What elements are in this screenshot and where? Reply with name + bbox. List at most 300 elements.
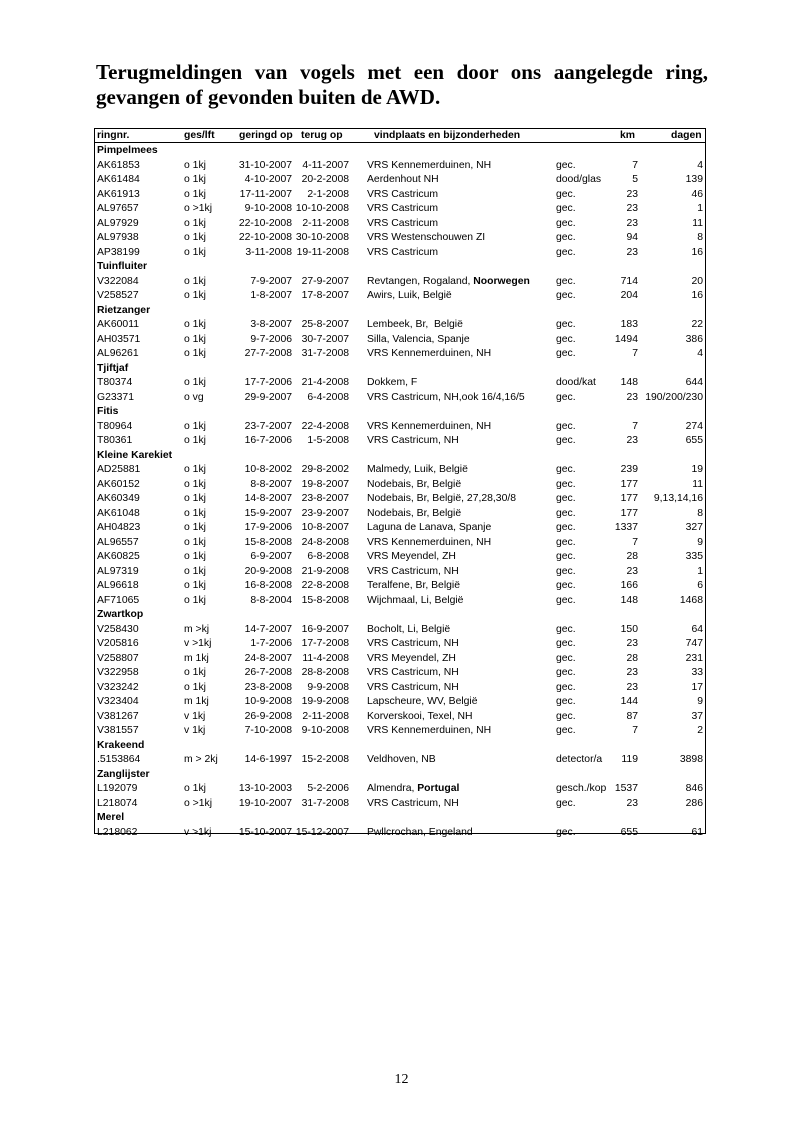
- ring-number: AK61048: [97, 507, 140, 519]
- location-text: VRS Castricum, NH: [367, 565, 459, 577]
- ring-number: AL96618: [97, 580, 139, 591]
- recovery-status: gec.: [556, 246, 576, 258]
- ring-number: T80361: [97, 435, 133, 446]
- table-row: [95, 710, 705, 725]
- recovery-date: 17-8-2007: [301, 290, 349, 301]
- location: [367, 420, 491, 435]
- days-elapsed: 16: [691, 290, 703, 301]
- distance-km: 23: [626, 217, 638, 229]
- ringed-date: 9-7-2006: [250, 333, 292, 345]
- location: [367, 536, 491, 551]
- recovery-date: 6-4-2008: [307, 391, 349, 403]
- species-label: Merel: [97, 812, 125, 823]
- distance-km: 94: [626, 232, 638, 243]
- distance-km: 204: [620, 290, 638, 301]
- recovery-status: gec.: [556, 391, 576, 403]
- sex-age: o 1kj: [184, 377, 206, 388]
- days-elapsed: 33: [691, 667, 703, 678]
- days-elapsed: 335: [685, 551, 703, 562]
- recovery-date: 4-11-2007: [302, 159, 349, 171]
- distance-km: 23: [626, 391, 638, 403]
- recovery-date: 6-8-2008: [307, 551, 349, 562]
- distance-km: 177: [620, 478, 638, 490]
- recovery-status: gec.: [556, 551, 576, 562]
- table-row: [95, 289, 705, 304]
- recovery-status: gec.: [556, 232, 576, 243]
- recovery-date: 9-10-2008: [301, 725, 349, 736]
- ringed-date: 1-8-2007: [250, 290, 292, 301]
- recovery-date: 5-2-2006: [307, 783, 349, 794]
- table-row: [95, 188, 705, 203]
- sex-age: o 1kj: [184, 565, 206, 577]
- sex-age: o 1kj: [184, 551, 206, 562]
- header-ringnr: ringnr.: [97, 130, 130, 141]
- table-row: [95, 826, 705, 841]
- days-elapsed: 8: [697, 507, 703, 519]
- location-text: Almendra,: [367, 783, 418, 794]
- location: [367, 318, 463, 333]
- distance-km: 87: [626, 710, 638, 722]
- days-elapsed: 46: [691, 188, 703, 200]
- location-text: Korverskooi, Texel, NH: [367, 710, 473, 722]
- location-text: VRS Castricum: [367, 188, 439, 200]
- table-row: [95, 173, 705, 188]
- location-text: Pwllcrochan, Engeland: [367, 826, 473, 838]
- sex-age: o vg: [184, 391, 204, 403]
- location-text: VRS Kennemerduinen, NH: [367, 725, 492, 736]
- distance-km: 183: [620, 319, 638, 330]
- distance-km: 28: [626, 652, 638, 664]
- location-text: Teralfene, Br, België: [367, 580, 460, 591]
- recovery-status: gec.: [556, 507, 576, 519]
- recovery-status: gec.: [556, 478, 576, 490]
- species-row: [95, 739, 705, 754]
- ringed-date: 10-9-2008: [244, 696, 292, 707]
- ringed-date: 15-9-2007: [244, 507, 292, 519]
- table-row: [95, 550, 705, 565]
- distance-km: 655: [620, 826, 638, 838]
- recovery-status: gec.: [556, 667, 576, 678]
- days-elapsed: 747: [685, 638, 703, 649]
- sex-age: v >1kj: [184, 638, 212, 649]
- location-text: VRS Castricum: [367, 217, 439, 229]
- location: [367, 695, 478, 710]
- location: [367, 246, 438, 261]
- table-row: [95, 507, 705, 522]
- table-row: [95, 681, 705, 696]
- recovery-date: 31-7-2008: [301, 348, 349, 359]
- page-number: 12: [394, 1072, 409, 1087]
- recovery-status: gec.: [556, 348, 576, 359]
- sex-age: o 1kj: [184, 348, 206, 359]
- recovery-status: gec.: [556, 435, 576, 446]
- location: [367, 289, 452, 304]
- location: [367, 333, 470, 348]
- table-row: [95, 217, 705, 232]
- ring-number: AL96557: [97, 536, 139, 548]
- location-text: Nodebais, Br, België, 27,28,30/8: [367, 493, 517, 504]
- location-text: VRS Castricum, NH: [367, 667, 459, 678]
- ring-number: V381267: [97, 710, 139, 722]
- sex-age: o 1kj: [184, 217, 206, 229]
- sex-age: o 1kj: [184, 493, 206, 504]
- location-text: VRS Kennemerduinen, NH: [367, 348, 492, 359]
- location: [367, 231, 485, 246]
- recovery-status: gec.: [556, 493, 576, 504]
- days-elapsed: 8: [697, 232, 703, 243]
- location: [367, 202, 438, 217]
- recovery-status: gec.: [556, 217, 576, 229]
- recovery-date: 20-2-2008: [301, 174, 349, 185]
- table-row: [95, 347, 705, 362]
- location-text: VRS Castricum, NH: [367, 638, 459, 649]
- location: [367, 623, 450, 638]
- recovery-status: gec.: [556, 594, 576, 606]
- distance-km: 119: [621, 754, 638, 765]
- table-row: [95, 536, 705, 551]
- species-row: [95, 811, 705, 826]
- days-elapsed: 4: [697, 159, 703, 171]
- ringed-date: 26-7-2008: [244, 667, 292, 678]
- sex-age: o 1kj: [184, 188, 206, 200]
- ring-number: V258527: [97, 290, 139, 301]
- days-elapsed: 1468: [679, 594, 703, 606]
- sex-age: v >1kj: [184, 826, 212, 838]
- recovery-status: gec.: [556, 696, 576, 707]
- ring-number: AK60152: [97, 478, 140, 490]
- ring-number: L218074: [97, 797, 138, 809]
- recovery-date: 1-5-2008: [307, 435, 349, 446]
- ringed-date: 8-8-2004: [250, 594, 292, 606]
- table-row: [95, 391, 705, 406]
- distance-km: 7: [632, 536, 638, 548]
- recovery-date: 10-10-2008: [295, 203, 349, 214]
- days-elapsed: 9,13,14,16: [653, 493, 703, 504]
- table-row: [95, 565, 705, 580]
- location: [367, 347, 491, 362]
- days-elapsed: 6: [697, 580, 703, 591]
- distance-km: 1537: [614, 783, 638, 794]
- recovery-date: 31-7-2008: [301, 797, 349, 809]
- days-elapsed: 16: [691, 246, 703, 258]
- table-row: [95, 652, 705, 667]
- recovery-date: 11-4-2008: [302, 652, 349, 664]
- ringed-date: 29-9-2007: [244, 391, 292, 403]
- location-text: VRS Westenschouwen ZI: [367, 232, 486, 243]
- location-text: VRS Castricum, NH: [367, 435, 459, 446]
- title-line-1: Terugmeldingen van vogels met een door ons aangelegde ring,: [96, 60, 708, 84]
- sex-age: o 1kj: [184, 232, 206, 243]
- days-elapsed: 4: [697, 348, 703, 359]
- species-label: Kleine Karekiet: [97, 449, 173, 461]
- location: [367, 173, 439, 188]
- species-row: [95, 362, 705, 377]
- sex-age: m 1kj: [184, 652, 209, 664]
- species-label: Tuinfluiter: [97, 261, 148, 272]
- table-row: [95, 231, 705, 246]
- ringed-date: 22-10-2008: [238, 217, 292, 229]
- recovery-date: 19-11-2008: [296, 246, 349, 258]
- ringed-date: 9-10-2008: [244, 203, 292, 214]
- ringed-date: 15-10-2007: [238, 826, 292, 838]
- days-elapsed: 9: [697, 696, 703, 707]
- distance-km: 7: [632, 725, 638, 736]
- ring-number: V322958: [97, 667, 139, 678]
- location: [367, 826, 473, 841]
- table-row: [95, 376, 705, 391]
- recovery-status: gec.: [556, 319, 576, 330]
- ring-number: V323404: [97, 696, 139, 707]
- species-label: Krakeend: [97, 739, 145, 751]
- days-elapsed: 139: [685, 174, 703, 185]
- ringed-date: 3-11-2008: [245, 246, 292, 258]
- distance-km: 1494: [614, 333, 638, 345]
- location-text: Silla, Valencia, Spanje: [367, 333, 470, 345]
- ringed-date: 17-7-2006: [244, 377, 292, 388]
- table-row: [95, 666, 705, 681]
- species-label: Zwartkop: [97, 609, 144, 620]
- ringed-date: 20-9-2008: [244, 565, 292, 577]
- table-row: [95, 521, 705, 536]
- ring-number: AL97319: [97, 565, 139, 577]
- location-text: VRS Kennemerduinen, NH: [367, 536, 492, 548]
- species-row: [95, 405, 705, 420]
- location: [367, 681, 459, 696]
- recovery-status: gec.: [556, 638, 576, 649]
- ring-number: V258807: [97, 652, 139, 664]
- ringed-date: 24-8-2007: [244, 652, 292, 664]
- species-row: [95, 260, 705, 275]
- distance-km: 23: [626, 203, 638, 214]
- recovery-date: 27-9-2007: [301, 275, 349, 287]
- sex-age: o 1kj: [184, 783, 206, 794]
- location-text: VRS Castricum, NH: [367, 797, 459, 809]
- location-text: Malmedy, Luik, België: [367, 464, 468, 475]
- ringed-date: 7-9-2007: [250, 275, 292, 287]
- sex-age: m > 2kj: [184, 754, 218, 765]
- ring-number: AF71065: [97, 594, 140, 606]
- location-text: VRS Kennemerduinen, NH: [367, 159, 492, 171]
- days-elapsed: 11: [692, 478, 703, 490]
- recovery-status: detector/a: [556, 754, 603, 765]
- ring-number: AK61484: [97, 174, 140, 185]
- location: [367, 594, 463, 609]
- ring-number: AL97929: [97, 217, 139, 229]
- ring-number: V381557: [97, 725, 139, 736]
- days-elapsed: 64: [691, 623, 703, 635]
- ring-number: AP38199: [97, 246, 140, 258]
- header-ges-lft: ges/lft: [184, 130, 215, 141]
- species-row: [95, 449, 705, 464]
- location-text: VRS Meyendel, ZH: [367, 551, 456, 562]
- recovery-status: gec.: [556, 522, 576, 533]
- location: [367, 652, 456, 667]
- table-row: [95, 579, 705, 594]
- location: [367, 434, 459, 449]
- recovery-status: gec.: [556, 710, 576, 722]
- header-dagen: dagen: [671, 130, 702, 141]
- table-row: [95, 159, 705, 174]
- days-elapsed: 61: [691, 826, 703, 838]
- location-text: Bocholt, Li, België: [367, 623, 451, 635]
- species-row: [95, 768, 705, 783]
- ringed-date: 31-10-2007: [238, 159, 292, 171]
- recovery-status: gec.: [556, 681, 576, 693]
- recovery-date: 15-2-2008: [301, 754, 349, 765]
- ring-number: AK60349: [97, 493, 140, 504]
- header-km: km: [620, 130, 636, 141]
- sex-age: o 1kj: [184, 681, 206, 693]
- days-elapsed: 20: [691, 275, 703, 287]
- recovery-status: gec.: [556, 652, 576, 664]
- recovery-status: gec.: [556, 464, 576, 475]
- sex-age: o 1kj: [184, 435, 206, 446]
- ringed-date: 14-6-1997: [244, 754, 292, 765]
- location-text: Lapscheure, WV, België: [367, 696, 478, 707]
- location-text: Veldhoven, NB: [367, 754, 436, 765]
- recovery-status: gec.: [556, 159, 576, 171]
- species-row: [95, 144, 705, 159]
- species-label: Rietzanger: [97, 304, 151, 316]
- recovery-status: gec.: [556, 333, 576, 345]
- ringed-date: 6-9-2007: [250, 551, 292, 562]
- distance-km: 177: [620, 507, 638, 519]
- table-row: [95, 724, 705, 739]
- location: [367, 521, 491, 536]
- ringed-date: 17-11-2007: [239, 188, 292, 200]
- recovery-status: gec.: [556, 580, 576, 591]
- ringed-date: 14-8-2007: [244, 493, 292, 504]
- sex-age: o 1kj: [184, 290, 206, 301]
- days-elapsed: 846: [685, 783, 703, 794]
- recovery-status: dood/glas: [556, 174, 602, 185]
- sex-age: o 1kj: [184, 333, 206, 345]
- ring-number: AD25881: [97, 464, 141, 475]
- ring-number: AL96261: [97, 348, 139, 359]
- sex-age: o 1kj: [184, 580, 206, 591]
- ring-number: AK60011: [97, 319, 139, 330]
- table-row: [95, 492, 705, 507]
- recoveries-table: [94, 128, 706, 838]
- recovery-date: 24-8-2008: [301, 536, 349, 548]
- distance-km: 144: [620, 696, 638, 707]
- distance-km: 177: [620, 493, 638, 504]
- page-title: [96, 60, 708, 110]
- days-elapsed: 655: [685, 435, 703, 446]
- location: [367, 159, 491, 174]
- recovery-status: gec.: [556, 623, 576, 635]
- days-elapsed: 190/200/230: [645, 391, 703, 403]
- recovery-date: 2-11-2008: [302, 217, 349, 229]
- distance-km: 23: [626, 435, 638, 446]
- distance-km: 7: [632, 348, 638, 359]
- sex-age: o 1kj: [184, 478, 206, 490]
- location: [367, 275, 530, 290]
- recovery-date: 29-8-2002: [301, 464, 349, 475]
- table-row: [95, 202, 705, 217]
- location-text: Aerdenhout NH: [367, 174, 439, 185]
- distance-km: 23: [626, 667, 638, 678]
- recovery-date: 9-9-2008: [307, 681, 349, 693]
- ringed-date: 17-9-2006: [244, 522, 292, 533]
- table-row: [95, 695, 705, 710]
- table-row: [95, 318, 705, 333]
- distance-km: 166: [620, 580, 638, 591]
- ringed-date: 8-8-2007: [250, 478, 292, 490]
- recovery-date: 25-8-2007: [301, 319, 349, 330]
- ringed-date: 26-9-2008: [244, 710, 292, 722]
- sex-age: o >1kj: [184, 203, 213, 214]
- distance-km: 28: [626, 551, 638, 562]
- recovery-status: gec.: [556, 420, 576, 432]
- distance-km: 714: [620, 275, 638, 287]
- ringed-date: 23-7-2007: [244, 420, 292, 432]
- header-terug-op: terug op: [301, 130, 343, 141]
- location: [367, 637, 459, 652]
- distance-km: 23: [626, 188, 638, 200]
- distance-km: 148: [620, 377, 638, 388]
- sex-age: o 1kj: [184, 536, 206, 548]
- table-row: [95, 637, 705, 652]
- sex-age: o 1kj: [184, 667, 206, 678]
- sex-age: v 1kj: [184, 710, 206, 722]
- ringed-date: 16-8-2008: [244, 580, 292, 591]
- sex-age: o 1kj: [184, 319, 206, 330]
- ring-number: AH04823: [97, 522, 141, 533]
- recovery-date: 28-8-2008: [301, 667, 349, 678]
- days-elapsed: 231: [685, 652, 703, 664]
- ring-number: AH03571: [97, 333, 141, 345]
- recovery-status: gec.: [556, 275, 576, 287]
- table-row: [95, 463, 705, 478]
- recovery-date: 30-7-2007: [301, 333, 349, 345]
- sex-age: m >kj: [184, 623, 210, 635]
- sex-age: m 1kj: [184, 696, 209, 707]
- days-elapsed: 37: [691, 710, 703, 722]
- ringed-date: 3-8-2007: [250, 319, 292, 330]
- recovery-date: 15-8-2008: [301, 594, 349, 606]
- days-elapsed: 644: [685, 377, 703, 388]
- days-elapsed: 386: [685, 333, 703, 345]
- sex-age: o 1kj: [184, 464, 206, 475]
- recovery-status: gec.: [556, 203, 576, 214]
- location: [367, 710, 472, 725]
- recovery-date: 15-12-2007: [295, 826, 349, 838]
- table-row: [95, 275, 705, 290]
- species-row: [95, 608, 705, 623]
- ringed-date: 14-7-2007: [244, 623, 292, 635]
- location-text: VRS Meyendel, ZH: [367, 652, 456, 664]
- location-country: Noorwegen: [473, 275, 530, 287]
- ringed-date: 27-7-2008: [244, 348, 292, 359]
- distance-km: 1337: [614, 522, 638, 533]
- ring-number: V258430: [97, 623, 139, 635]
- ring-number: T80964: [97, 420, 133, 432]
- recovery-date: 30-10-2008: [295, 232, 349, 243]
- ringed-date: 4-10-2007: [244, 174, 292, 185]
- recovery-status: gec.: [556, 725, 576, 736]
- location-text: Dokkem, F: [367, 377, 418, 388]
- ring-number: T80374: [97, 377, 133, 388]
- recovery-status: gec.: [556, 290, 576, 301]
- recovery-status: gec.: [556, 536, 576, 548]
- recovery-date: 2-1-2008: [307, 188, 349, 200]
- distance-km: 7: [632, 159, 638, 171]
- ring-number: G23371: [97, 391, 134, 403]
- sex-age: o 1kj: [184, 159, 206, 171]
- recovery-date: 22-8-2008: [301, 580, 349, 591]
- distance-km: 23: [626, 681, 638, 693]
